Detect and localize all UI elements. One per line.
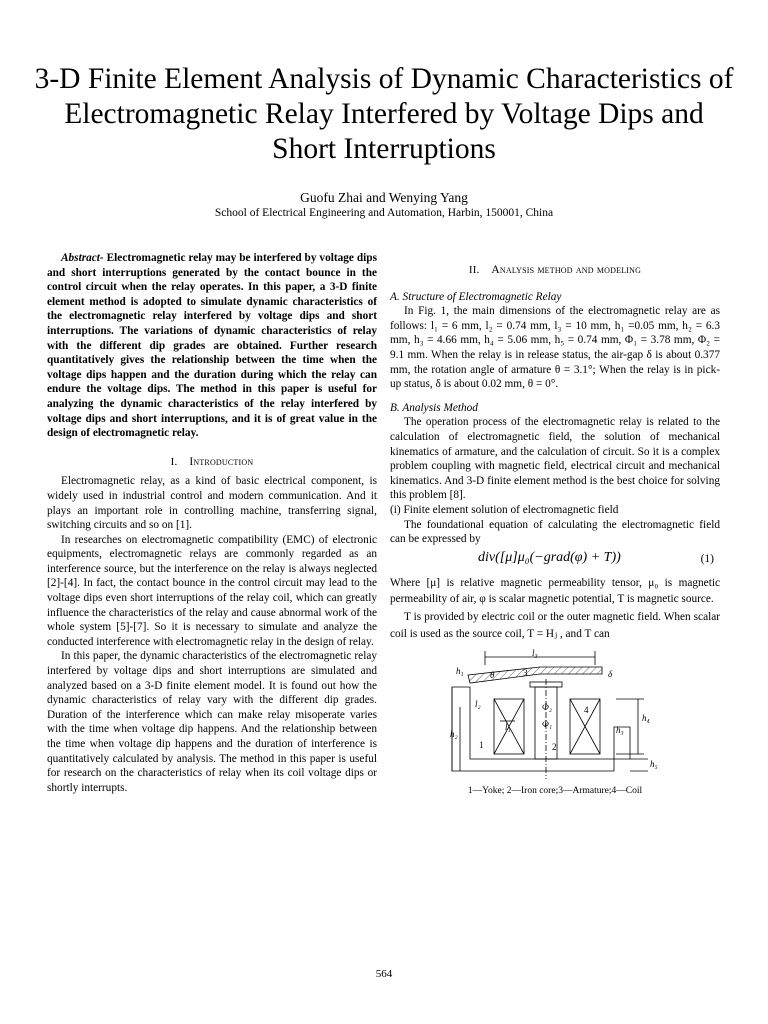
paper-title: 3-D Finite Element Analysis of Dynamic Characteristics of Electromagnetic Relay Interfered by Voltage Dips and Short Interruptions (34, 63, 734, 165)
label-l3: l₃ (532, 647, 538, 658)
section-title: Analysis method and modeling (491, 264, 642, 276)
label-1: 1 (479, 739, 484, 750)
source-paragraph: T is provided by electric coil or the outer magnetic field. When scalar coil is used as the source coil, T = Hⱼ , and T can (390, 610, 720, 640)
page-number: 564 (375, 968, 393, 980)
label-h1: h₁ (456, 665, 464, 676)
subsection-heading-method: B. Analysis Method (390, 401, 478, 414)
equation-intro: The foundational equation of calculating the electromagnetic field can be expressed by (390, 518, 720, 546)
label-h3: h₃ (616, 724, 624, 735)
label-h4: h₄ (642, 712, 650, 723)
left-column (47, 251, 377, 795)
where-paragraph: Where [μ] is relative magnetic permeability tensor, μ₀ is magnetic permeability of air, φ is scalar magnetic potential, T is magnetic source. (390, 576, 720, 605)
intro-paragraph: In researches on electromagnetic compatibility (EMC) of electronic equipments, electromagnetic relays are commonly regarded as an interference source, but the interference on the relay is always neglected [2]-[4]. In fact, the contact bounce in the control circuit may lead to the voltage dips even short interruptions of the relay coil, which can greatly influence the characteristics of the relay and cause abnormal work of the whole system [5]-[7]. So it is necessary to simulate and analyze the conducted interference with electromagnetic relay in the design of relay. (47, 533, 377, 648)
intro-paragraph: Electromagnetic relay, as a kind of basic electrical component, is widely used in industrial control and modern communication. And it plays an important role in controlling machine, transferring signal, switching circuits and so on [1]. (47, 475, 377, 532)
equation-expression: div([μ]μ₀(−grad(φ) + T)) (478, 549, 621, 565)
abstract-label: Abstract- (61, 252, 104, 264)
section-heading-analysis (390, 263, 720, 278)
section-title: Introduction (189, 455, 254, 468)
label-h2: h₂ (450, 728, 458, 739)
section-heading-introduction (47, 455, 377, 470)
equation-1 (390, 549, 720, 571)
label-phi2: Φ₂ (542, 701, 552, 712)
label-delta: δ (608, 668, 613, 679)
subsubsection-heading: (i) Finite element solution of electromagnetic field (390, 503, 619, 516)
armature (468, 667, 602, 683)
section-number: I. (170, 455, 178, 468)
section-number: II. (468, 264, 480, 276)
label-3: 3 (523, 667, 528, 678)
label-2: 2 (552, 741, 557, 752)
figure-caption: 1—Yoke; 2—Iron core;3—Armature;4—Coil (467, 786, 643, 797)
authors: Guofu Zhai and Wenying Yang (300, 190, 468, 205)
figure-1 (390, 647, 720, 799)
label-l1: l₁ (505, 721, 511, 732)
structure-paragraph: In Fig. 1, the main dimensions of the electromagnetic relay are as follows: l₁ = 6 mm, l₂ = 0.74 mm, l₃ = 10 mm, h₁ =0.05 mm, h₂ = 6.3 mm, h₃ = 4.66 mm, h₄ = 5.06 mm, h₅ = 0.74 mm, Φ₁ = 3.78 mm, Φ₂ = 9.1 mm. When the relay is in release status, the air-gap δ is about 0.377 mm, the rotation angle of armature θ = 3.1°; When the relay is in pick-up status, δ is about 0.02 mm, θ = 0°. (390, 305, 720, 391)
relay-structure-diagram (390, 647, 720, 782)
label-4: 4 (584, 704, 589, 715)
label-h5: h₅ (650, 758, 658, 769)
subsection-heading-structure: A. Structure of Electromagnetic Relay (390, 290, 562, 303)
label-theta: θ (490, 669, 495, 680)
intro-paragraph: In this paper, the dynamic characteristics of the electromagnetic relay interfered by voltage dips and short interruptions are simulated and analyzed based on a 3-D finite element model. It is found out how the dynamic characteristics of relay vary with the different dip grades. Duration of the interference which can make relay misoperate varies with the time when voltage dip happens. And the relationship between the time when voltage dip happens and the duration of interference is quantitatively calculated by analysis. The method in this paper is useful for research on the characteristics of relay when its coil voltage dips or shortly interrupts. (47, 650, 377, 794)
abstract-text: Electromagnetic relay may be interfered by voltage dips and short interruptions generated by the contact bounce in the control circuit when the relay operates. In this paper, a 3-D finite element method is adopted to simulate dynamic characteristics of the electromagnetic relay interfered by voltage dips and short interruptions. The variations of dynamic characteristics of relay with the different dip grades are obtained. Further research quantitatively gives the relationship between the time when the voltage dips happen and the duration during which the relay can endure the voltage dips. The method in this paper is useful for analyzing the dynamic characteristics of the relay interfered by voltage dips and short interruptions, and it is of great value in the design of electromagnetic relay. (47, 252, 377, 440)
equation-number: (1) (700, 552, 714, 565)
label-l2: l₂ (475, 698, 481, 709)
affiliation: School of Electrical Engineering and Automation, Harbin, 150001, China (214, 207, 554, 219)
abstract (47, 251, 377, 441)
right-column (390, 263, 720, 799)
method-paragraph: The operation process of the electromagnetic relay is related to the calculation of electromagnetic field, the solution of mechanical kinematics of armature, and the calculation of circuit. So it is a complex problem coupling with magnetic field, electrical circuit and mechanical kinematics. And 3-D finite element method is the best choice for solving this problem [8]. (390, 416, 720, 502)
label-phi1: Φ₁ (542, 718, 552, 729)
